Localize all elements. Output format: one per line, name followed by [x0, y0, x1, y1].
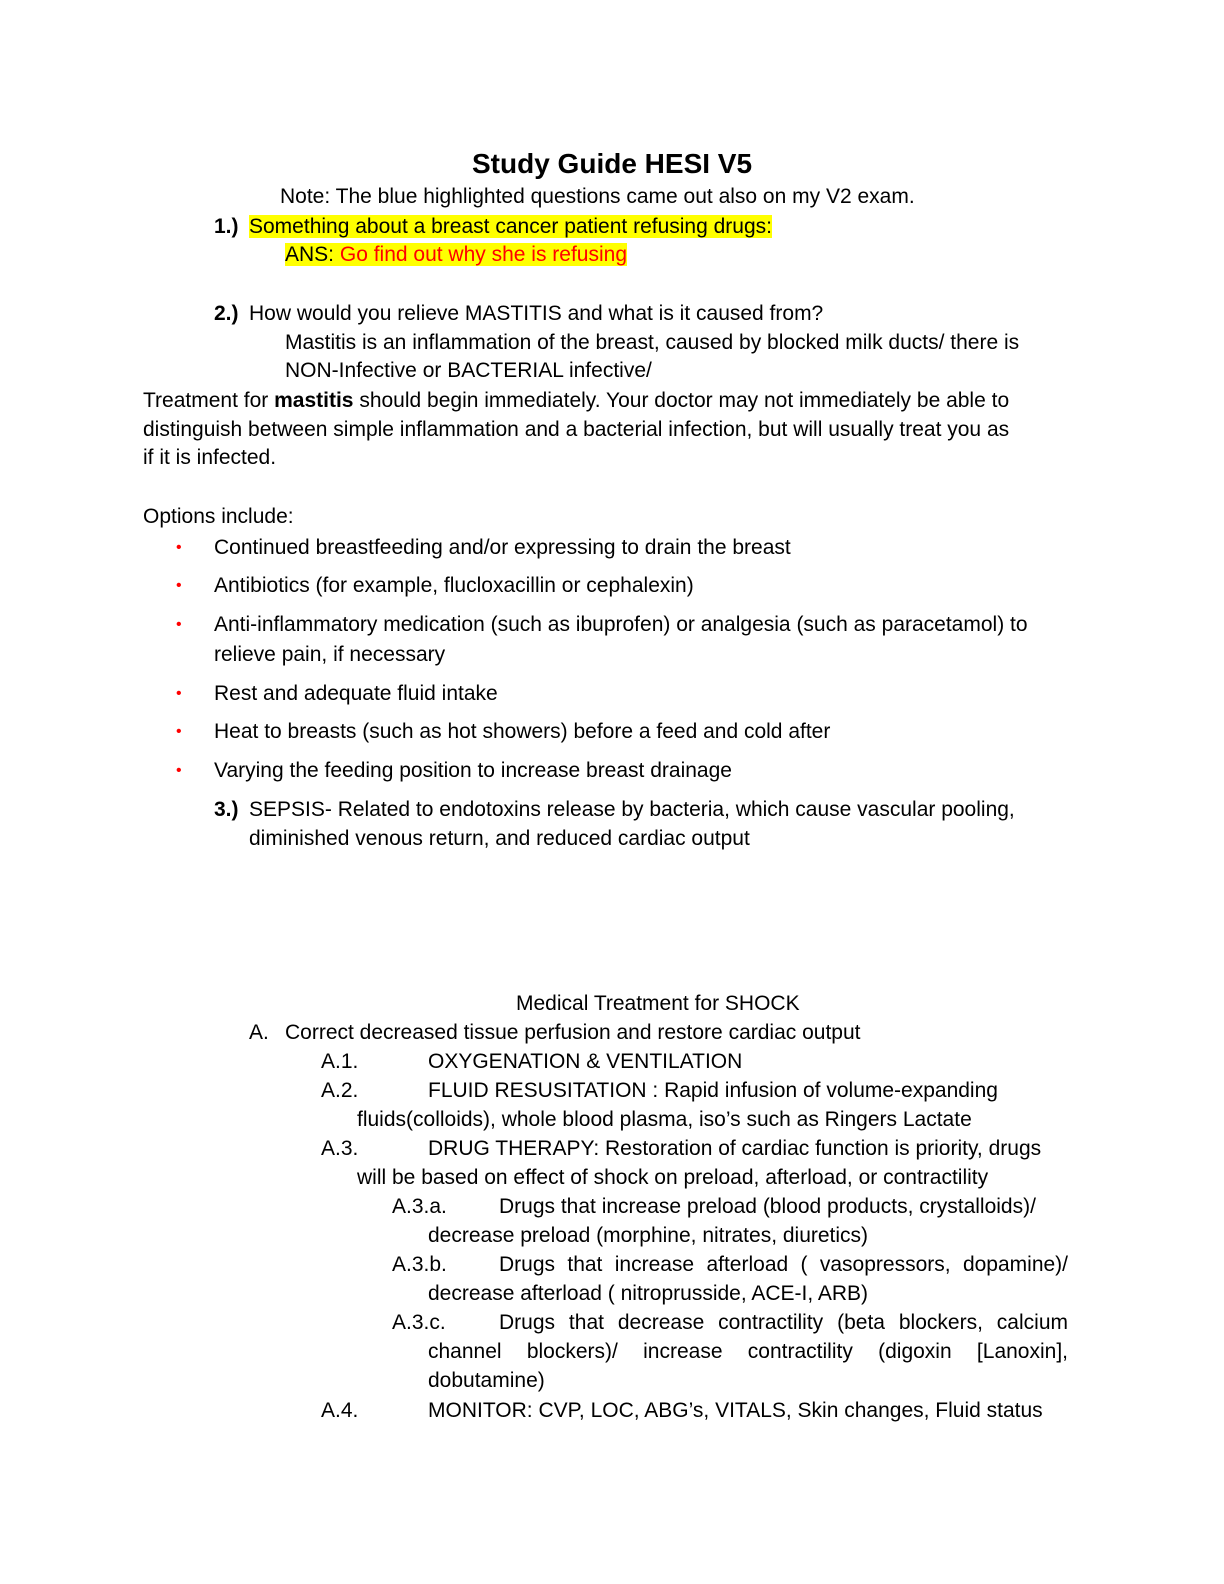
bullet-icon: •	[176, 577, 182, 594]
shock-a3c-cont1: channel blockers)/ increase contractility (digoxin [Lanoxin],	[428, 1340, 1068, 1363]
shock-a3a-label: A.3.a.	[392, 1195, 447, 1218]
option-item: Anti-inflammatory medication (such as ibuprofen) or analgesia (such as paracetamol) to	[214, 613, 1028, 636]
shock-a4-label: A.4.	[321, 1399, 359, 1422]
treatment-line3: if it is infected.	[143, 446, 277, 469]
shock-a3b-label: A.3.b.	[392, 1253, 447, 1276]
shock-a3c-cont2: dobutamine)	[428, 1369, 545, 1392]
q1-question	[249, 212, 772, 241]
shock-a2-cont: fluids(colloids), whole blood plasma, iso’s such as Ringers Lactate	[357, 1108, 972, 1131]
q1-question-text: Something about a breast cancer patient refusing drugs:	[249, 215, 772, 238]
shock-a3c-text: Drugs that decrease contractility (beta blockers, calcium	[499, 1311, 1068, 1334]
bullet-icon: •	[176, 685, 182, 702]
bullet-icon: •	[176, 723, 182, 740]
treatment-line2: distinguish between simple inflammation and a bacterial infection, but will usually treat you as	[143, 418, 1010, 441]
shock-a2-label: A.2.	[321, 1079, 359, 1102]
treatment-line1	[143, 386, 1009, 415]
bullet-icon: •	[176, 616, 182, 633]
shock-a3b-cont: decrease afterload ( nitroprusside, ACE-I, ARB)	[428, 1282, 869, 1305]
shock-a-text: Correct decreased tissue perfusion and restore cardiac output	[285, 1021, 861, 1044]
treatment-bold-word: mastitis	[274, 389, 354, 412]
option-item: Antibiotics (for example, flucloxacillin or cephalexin)	[214, 574, 694, 597]
shock-heading: Medical Treatment for SHOCK	[516, 992, 800, 1015]
q1-ans-text: Go find out why she is refusing	[339, 243, 628, 266]
option-item: Varying the feeding position to increase breast drainage	[214, 759, 732, 782]
bullet-icon: •	[176, 539, 182, 556]
shock-a3a-cont: decrease preload (morphine, nitrates, diuretics)	[428, 1224, 869, 1247]
shock-a2-text: FLUID RESUSITATION : Rapid infusion of volume-expanding	[428, 1079, 998, 1102]
shock-a1-text: OXYGENATION & VENTILATION	[428, 1050, 743, 1073]
option-item: Heat to breasts (such as hot showers) before a feed and cold after	[214, 720, 831, 743]
option-item: Continued breastfeeding and/or expressing to drain the breast	[214, 536, 791, 559]
q2-number: 2.)	[214, 302, 239, 325]
q1-answer	[285, 240, 627, 269]
option-item-cont: relieve pain, if necessary	[214, 643, 446, 666]
shock-a3-cont: will be based on effect of shock on preload, afterload, or contractility	[357, 1166, 989, 1189]
bullet-icon: •	[176, 762, 182, 779]
q3-line2: diminished venous return, and reduced cardiac output	[249, 827, 750, 850]
shock-a3-label: A.3.	[321, 1137, 359, 1160]
q2-question: How would you relieve MASTITIS and what is it caused from?	[249, 302, 824, 325]
option-item: Rest and adequate fluid intake	[214, 682, 498, 705]
page-title: Study Guide HESI V5	[472, 148, 753, 179]
shock-a3a-text: Drugs that increase preload (blood products, crystalloids)/	[499, 1195, 1036, 1218]
options-label: Options include:	[143, 505, 294, 528]
shock-a1-label: A.1.	[321, 1050, 359, 1073]
treatment-lead: Treatment for	[143, 389, 275, 412]
q2-answer-line2: NON-Infective or BACTERIAL infective/	[285, 359, 652, 382]
q3-line1: SEPSIS- Related to endotoxins release by bacteria, which cause vascular pooling,	[249, 798, 1015, 821]
shock-a-label: A.	[249, 1021, 269, 1044]
note-line: Note: The blue highlighted questions came out also on my V2 exam.	[280, 185, 915, 208]
q2-answer-line1: Mastitis is an inflammation of the breast, caused by blocked milk ducts/ there is	[285, 331, 1020, 354]
shock-a4-text: MONITOR: CVP, LOC, ABG’s, VITALS, Skin changes, Fluid status	[428, 1399, 1043, 1422]
shock-a3-text: DRUG THERAPY: Restoration of cardiac function is priority, drugs	[428, 1137, 1042, 1160]
q1-ans-label: ANS:	[285, 243, 335, 266]
q1-number: 1.)	[214, 215, 239, 238]
shock-a3b-text: Drugs that increase afterload ( vasopressors, dopamine)/	[499, 1253, 1068, 1276]
shock-a3c-label: A.3.c.	[392, 1311, 446, 1334]
treatment-rest: should begin immediately. Your doctor may not immediately be able to	[353, 389, 1010, 412]
q3-number: 3.)	[214, 798, 239, 821]
